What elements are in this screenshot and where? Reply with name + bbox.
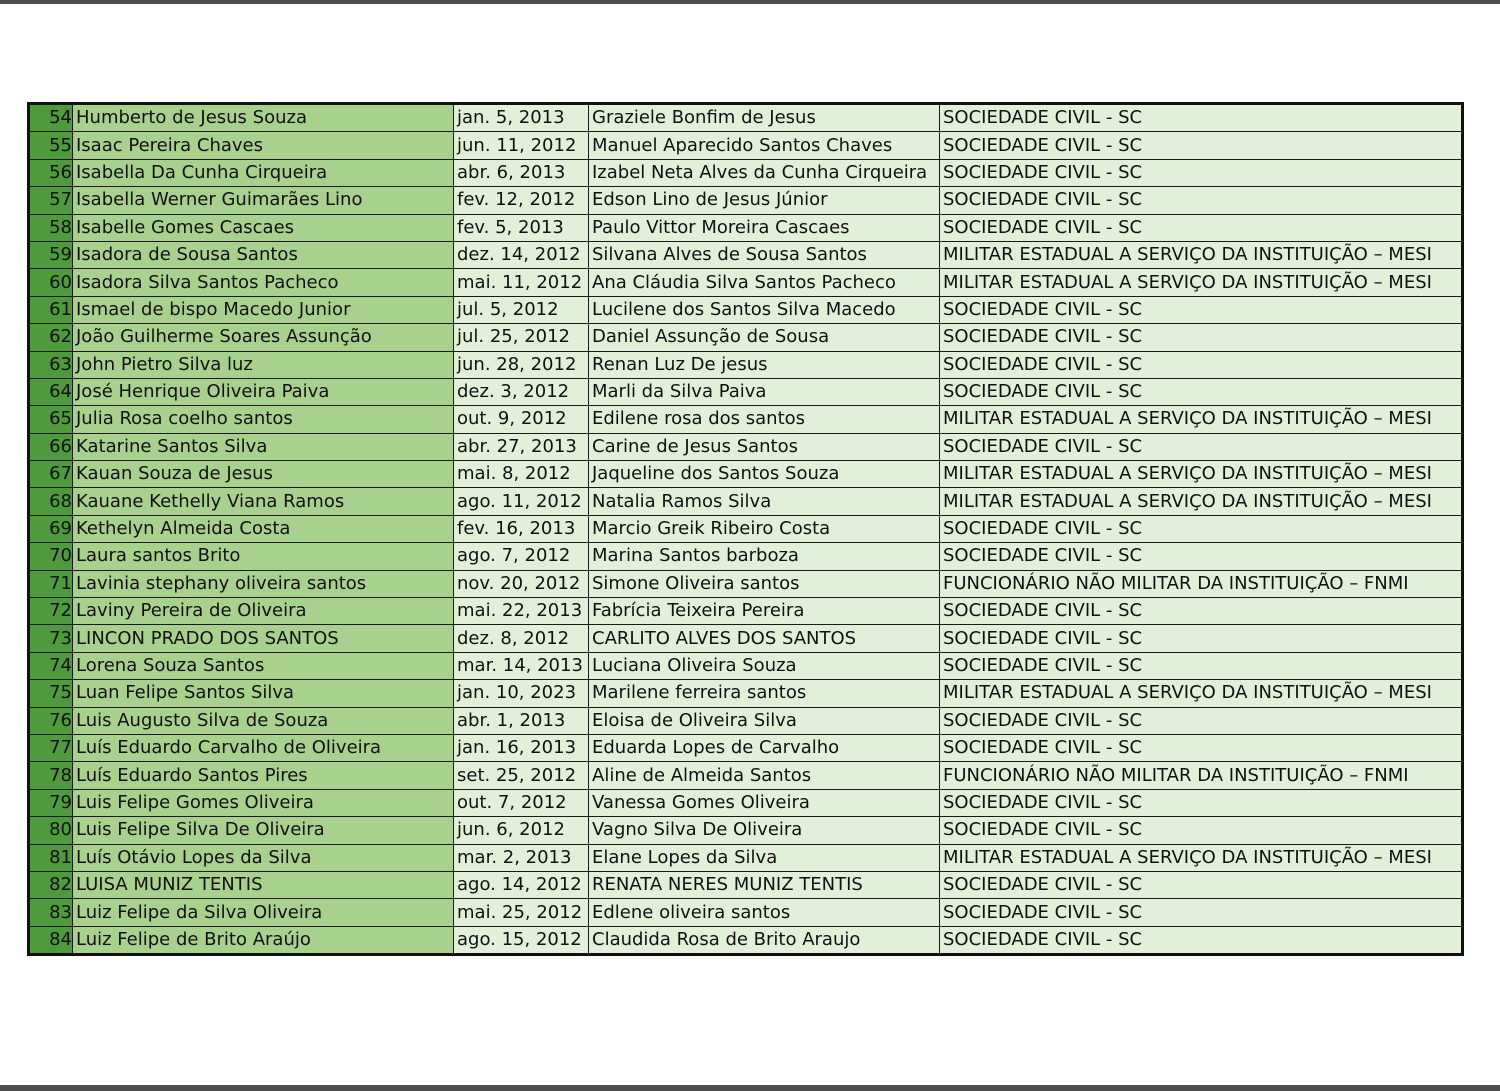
table-row [29,789,1463,816]
birth-date-cell: fev. 5, 2013 [454,214,589,241]
table-row [29,625,1463,652]
birth-date-cell: dez. 3, 2012 [454,378,589,405]
birth-date-cell: jun. 11, 2012 [454,132,589,159]
student-name-cell: Ismael de bispo Macedo Junior [73,296,454,323]
birth-date-cell: jan. 16, 2013 [454,734,589,761]
category-cell: SOCIEDADE CIVIL - SC [940,926,1463,954]
category-cell: SOCIEDADE CIVIL - SC [940,789,1463,816]
table-row [29,762,1463,789]
guardian-name-cell: Eloisa de Oliveira Silva [589,707,940,734]
table-row [29,296,1463,323]
table-row [29,926,1463,954]
category-cell: MILITAR ESTADUAL A SERVIÇO DA INSTITUIÇÃO – MESI [940,680,1463,707]
student-name-cell: Kethelyn Almeida Costa [73,515,454,542]
table-row [29,132,1463,159]
guardian-name-cell: Elane Lopes da Silva [589,844,940,871]
row-number-cell: 62 [29,324,73,351]
student-name-cell: Kauan Souza de Jesus [73,461,454,488]
table-row [29,406,1463,433]
birth-date-cell: nov. 20, 2012 [454,570,589,597]
student-name-cell: Luan Felipe Santos Silva [73,680,454,707]
guardian-name-cell: Edlene oliveira santos [589,899,940,926]
student-name-cell: Katarine Santos Silva [73,433,454,460]
guardian-name-cell: Paulo Vittor Moreira Cascaes [589,214,940,241]
student-name-cell: Lavinia stephany oliveira santos [73,570,454,597]
guardian-name-cell: Fabrícia Teixeira Pereira [589,598,940,625]
birth-date-cell: jun. 28, 2012 [454,351,589,378]
row-number-cell: 56 [29,159,73,186]
category-cell: SOCIEDADE CIVIL - SC [940,598,1463,625]
table-row [29,871,1463,898]
guardian-name-cell: Edilene rosa dos santos [589,406,940,433]
table-row [29,214,1463,241]
category-cell: SOCIEDADE CIVIL - SC [940,351,1463,378]
birth-date-cell: mar. 2, 2013 [454,844,589,871]
row-number-cell: 63 [29,351,73,378]
row-number-cell: 77 [29,734,73,761]
guardian-name-cell: Vagno Silva De Oliveira [589,817,940,844]
guardian-name-cell: Eduarda Lopes de Carvalho [589,734,940,761]
birth-date-cell: jul. 5, 2012 [454,296,589,323]
birth-date-cell: jan. 10, 2023 [454,680,589,707]
table-row [29,680,1463,707]
birth-date-cell: jun. 6, 2012 [454,817,589,844]
birth-date-cell: mai. 25, 2012 [454,899,589,926]
category-cell: SOCIEDADE CIVIL - SC [940,187,1463,214]
category-cell: SOCIEDADE CIVIL - SC [940,159,1463,186]
table-row [29,844,1463,871]
birth-date-cell: abr. 1, 2013 [454,707,589,734]
row-number-cell: 75 [29,680,73,707]
guardian-name-cell: Simone Oliveira santos [589,570,940,597]
birth-date-cell: dez. 8, 2012 [454,625,589,652]
table-row [29,269,1463,296]
table-row [29,104,1463,132]
row-number-cell: 59 [29,241,73,268]
birth-date-cell: dez. 14, 2012 [454,241,589,268]
table-row [29,241,1463,268]
table-row [29,707,1463,734]
birth-date-cell: fev. 16, 2013 [454,515,589,542]
table-row [29,570,1463,597]
row-number-cell: 66 [29,433,73,460]
row-number-cell: 83 [29,899,73,926]
guardian-name-cell: RENATA NERES MUNIZ TENTIS [589,871,940,898]
row-number-cell: 58 [29,214,73,241]
student-name-cell: Luís Eduardo Carvalho de Oliveira [73,734,454,761]
row-number-cell: 78 [29,762,73,789]
table-row [29,598,1463,625]
birth-date-cell: mai. 22, 2013 [454,598,589,625]
guardian-name-cell: Jaqueline dos Santos Souza [589,461,940,488]
guardian-name-cell: Izabel Neta Alves da Cunha Cirqueira [589,159,940,186]
row-number-cell: 64 [29,378,73,405]
category-cell: SOCIEDADE CIVIL - SC [940,707,1463,734]
student-name-cell: Luis Felipe Gomes Oliveira [73,789,454,816]
row-number-cell: 84 [29,926,73,954]
guardian-name-cell: Marli da Silva Paiva [589,378,940,405]
student-name-cell: Laura santos Brito [73,543,454,570]
top-border [0,0,1500,4]
student-name-cell: Luis Felipe Silva De Oliveira [73,817,454,844]
guardian-name-cell: Luciana Oliveira Souza [589,652,940,679]
student-name-cell: Luis Augusto Silva de Souza [73,707,454,734]
row-number-cell: 61 [29,296,73,323]
student-name-cell: Luiz Felipe da Silva Oliveira [73,899,454,926]
category-cell: MILITAR ESTADUAL A SERVIÇO DA INSTITUIÇÃO – MESI [940,269,1463,296]
guardian-name-cell: Lucilene dos Santos Silva Macedo [589,296,940,323]
student-name-cell: Isadora de Sousa Santos [73,241,454,268]
table-row [29,543,1463,570]
guardian-name-cell: Renan Luz De jesus [589,351,940,378]
row-number-cell: 70 [29,543,73,570]
category-cell: MILITAR ESTADUAL A SERVIÇO DA INSTITUIÇÃO – MESI [940,844,1463,871]
student-roster-table [27,102,1464,956]
student-name-cell: Laviny Pereira de Oliveira [73,598,454,625]
guardian-name-cell: Natalia Ramos Silva [589,488,940,515]
guardian-name-cell: Marilene ferreira santos [589,680,940,707]
guardian-name-cell: Marcio Greik Ribeiro Costa [589,515,940,542]
student-name-cell: Isabelle Gomes Cascaes [73,214,454,241]
student-name-cell: Lorena Souza Santos [73,652,454,679]
student-name-cell: Luís Otávio Lopes da Silva [73,844,454,871]
student-name-cell: Humberto de Jesus Souza [73,104,454,132]
category-cell: FUNCIONÁRIO NÃO MILITAR DA INSTITUIÇÃO – FNMI [940,570,1463,597]
row-number-cell: 65 [29,406,73,433]
row-number-cell: 72 [29,598,73,625]
table-row [29,899,1463,926]
row-number-cell: 60 [29,269,73,296]
row-number-cell: 55 [29,132,73,159]
category-cell: SOCIEDADE CIVIL - SC [940,378,1463,405]
guardian-name-cell: Claudida Rosa de Brito Araujo [589,926,940,954]
row-number-cell: 69 [29,515,73,542]
student-name-cell: LINCON PRADO DOS SANTOS [73,625,454,652]
category-cell: SOCIEDADE CIVIL - SC [940,296,1463,323]
category-cell: SOCIEDADE CIVIL - SC [940,652,1463,679]
roster-body [29,104,1463,955]
birth-date-cell: mar. 14, 2013 [454,652,589,679]
table-row [29,351,1463,378]
row-number-cell: 68 [29,488,73,515]
category-cell: FUNCIONÁRIO NÃO MILITAR DA INSTITUIÇÃO – FNMI [940,762,1463,789]
table-row [29,461,1463,488]
guardian-name-cell: Aline de Almeida Santos [589,762,940,789]
category-cell: MILITAR ESTADUAL A SERVIÇO DA INSTITUIÇÃO – MESI [940,241,1463,268]
student-name-cell: José Henrique Oliveira Paiva [73,378,454,405]
guardian-name-cell: Vanessa Gomes Oliveira [589,789,940,816]
row-number-cell: 57 [29,187,73,214]
birth-date-cell: out. 9, 2012 [454,406,589,433]
category-cell: SOCIEDADE CIVIL - SC [940,817,1463,844]
category-cell: SOCIEDADE CIVIL - SC [940,871,1463,898]
table-row [29,159,1463,186]
student-name-cell: Isadora Silva Santos Pacheco [73,269,454,296]
row-number-cell: 76 [29,707,73,734]
table-row [29,488,1463,515]
birth-date-cell: out. 7, 2012 [454,789,589,816]
student-name-cell: Julia Rosa coelho santos [73,406,454,433]
table-row [29,433,1463,460]
student-name-cell: Isabella Da Cunha Cirqueira [73,159,454,186]
table-row [29,515,1463,542]
guardian-name-cell: Graziele Bonfim de Jesus [589,104,940,132]
table-row [29,187,1463,214]
student-name-cell: John Pietro Silva luz [73,351,454,378]
guardian-name-cell: Ana Cláudia Silva Santos Pacheco [589,269,940,296]
birth-date-cell: jan. 5, 2013 [454,104,589,132]
category-cell: MILITAR ESTADUAL A SERVIÇO DA INSTITUIÇÃO – MESI [940,488,1463,515]
birth-date-cell: mai. 8, 2012 [454,461,589,488]
row-number-cell: 79 [29,789,73,816]
guardian-name-cell: Marina Santos barboza [589,543,940,570]
student-name-cell: Isabella Werner Guimarães Lino [73,187,454,214]
student-name-cell: Kauane Kethelly Viana Ramos [73,488,454,515]
category-cell: SOCIEDADE CIVIL - SC [940,214,1463,241]
category-cell: SOCIEDADE CIVIL - SC [940,132,1463,159]
row-number-cell: 74 [29,652,73,679]
row-number-cell: 81 [29,844,73,871]
student-name-cell: Luís Eduardo Santos Pires [73,762,454,789]
student-name-cell: Isaac Pereira Chaves [73,132,454,159]
table-row [29,817,1463,844]
table-row [29,652,1463,679]
birth-date-cell: jul. 25, 2012 [454,324,589,351]
category-cell: MILITAR ESTADUAL A SERVIÇO DA INSTITUIÇÃO – MESI [940,406,1463,433]
table-row [29,378,1463,405]
student-name-cell: LUISA MUNIZ TENTIS [73,871,454,898]
birth-date-cell: ago. 15, 2012 [454,926,589,954]
student-name-cell: João Guilherme Soares Assunção [73,324,454,351]
birth-date-cell: ago. 7, 2012 [454,543,589,570]
row-number-cell: 54 [29,104,73,132]
category-cell: SOCIEDADE CIVIL - SC [940,543,1463,570]
row-number-cell: 67 [29,461,73,488]
row-number-cell: 71 [29,570,73,597]
guardian-name-cell: Daniel Assunção de Sousa [589,324,940,351]
guardian-name-cell: Manuel Aparecido Santos Chaves [589,132,940,159]
category-cell: SOCIEDADE CIVIL - SC [940,104,1463,132]
row-number-cell: 80 [29,817,73,844]
category-cell: SOCIEDADE CIVIL - SC [940,734,1463,761]
row-number-cell: 73 [29,625,73,652]
guardian-name-cell: Carine de Jesus Santos [589,433,940,460]
guardian-name-cell: Edson Lino de Jesus Júnior [589,187,940,214]
student-name-cell: Luiz Felipe de Brito Araújo [73,926,454,954]
row-number-cell: 82 [29,871,73,898]
birth-date-cell: set. 25, 2012 [454,762,589,789]
guardian-name-cell: CARLITO ALVES DOS SANTOS [589,625,940,652]
birth-date-cell: abr. 6, 2013 [454,159,589,186]
category-cell: SOCIEDADE CIVIL - SC [940,324,1463,351]
table-row [29,324,1463,351]
category-cell: MILITAR ESTADUAL A SERVIÇO DA INSTITUIÇÃO – MESI [940,461,1463,488]
bottom-border [0,1085,1500,1091]
table-row [29,734,1463,761]
category-cell: SOCIEDADE CIVIL - SC [940,515,1463,542]
guardian-name-cell: Silvana Alves de Sousa Santos [589,241,940,268]
birth-date-cell: mai. 11, 2012 [454,269,589,296]
category-cell: SOCIEDADE CIVIL - SC [940,899,1463,926]
category-cell: SOCIEDADE CIVIL - SC [940,433,1463,460]
birth-date-cell: fev. 12, 2012 [454,187,589,214]
birth-date-cell: ago. 14, 2012 [454,871,589,898]
birth-date-cell: abr. 27, 2013 [454,433,589,460]
birth-date-cell: ago. 11, 2012 [454,488,589,515]
category-cell: SOCIEDADE CIVIL - SC [940,625,1463,652]
